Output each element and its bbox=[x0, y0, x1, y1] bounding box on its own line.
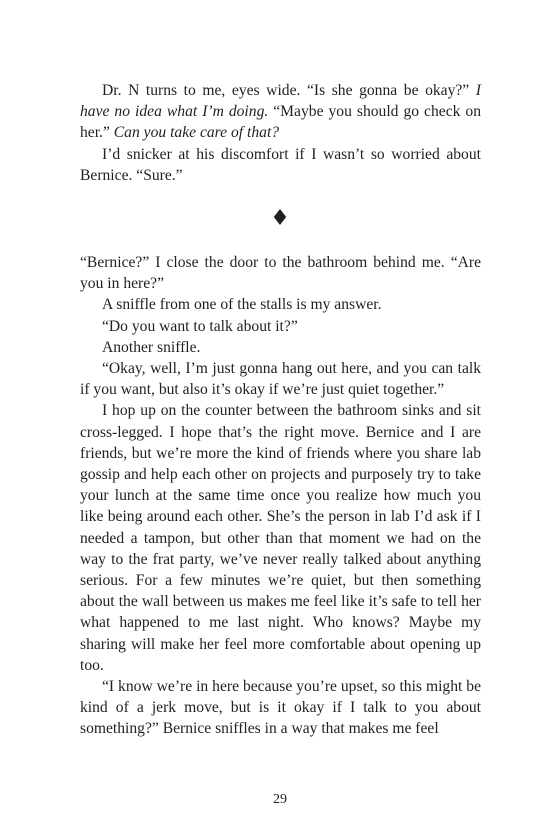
paragraph: “Okay, well, I’m just gonna hang out here, and you can talk if you want, but also it’s okay if we’re just quiet together.” bbox=[80, 360, 481, 399]
section-one bbox=[80, 80, 481, 186]
page-number: 29 bbox=[273, 792, 287, 807]
paragraph: “I know we’re in here because you’re upset, so this might be kind of a jerk move, but is it okay if I talk to you about something?” Bernice sniffles in a way that makes me feel bbox=[80, 678, 481, 738]
paragraph bbox=[80, 80, 481, 144]
paragraph: I’d snicker at his discomfort if I wasn’t so worried about Bernice. “Sure.” bbox=[80, 145, 481, 184]
paragraph: I hop up on the counter between the bathroom sinks and sit cross-legged. I hope that’s the right move. Bernice and I are friends, but we’re more the kind of friends where you share lab gossip and help each other on projects and purposely try to take your lunch at the same time once you realize how much you like being around each other. She’s the person in lab I’d ask if I needed a tampon, but other than that moment we had on the way to the frat party, we’ve never really talked about anything serious. For a few minutes we’re quiet, but then something about the wall between us makes me feel like it’s safe to tell her what happened to me last night. Who knows? Maybe my sharing will make her feel more comfortable about opening up too. bbox=[80, 402, 481, 674]
dialogue-text: Dr. N turns to me, eyes wide. “Is she gonna be okay?” bbox=[102, 82, 476, 99]
section-two bbox=[80, 252, 481, 740]
italic-thought: Can you take care of that? bbox=[113, 124, 280, 142]
paragraph: “Do you want to talk about it?” bbox=[102, 317, 298, 335]
paragraph: “Bernice?” I close the door to the bathroom behind me. “Are you in here?” bbox=[80, 254, 481, 293]
dialogue-text: “Maybe you should go check on her.” bbox=[80, 103, 481, 142]
section-break-diamond-icon: ♦ bbox=[270, 206, 290, 231]
italic-thought: I have no idea what I’m doing. bbox=[80, 82, 481, 121]
paragraph: Another sniffle. bbox=[102, 338, 201, 356]
paragraph: A sniffle from one of the stalls is my answer. bbox=[102, 296, 382, 314]
